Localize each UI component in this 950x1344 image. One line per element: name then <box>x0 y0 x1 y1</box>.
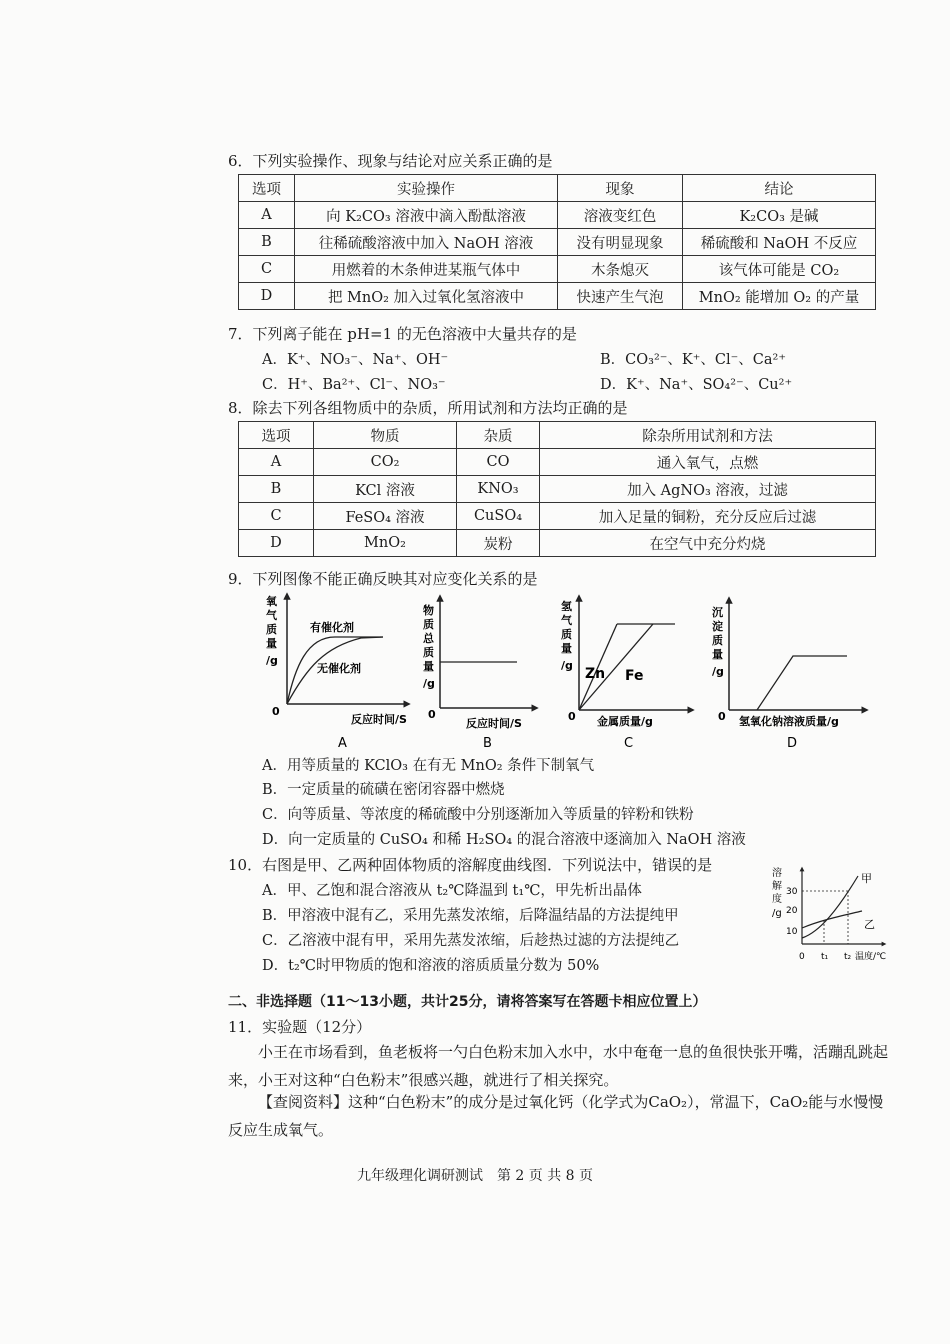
graph-b-y-label <box>423 603 435 690</box>
table-cell: 把 MnO₂ 加入过氧化氢溶液中 <box>295 283 558 310</box>
table-cell: 木条熄灭 <box>558 256 683 283</box>
graph-b-letter: B <box>483 736 492 751</box>
svg-text:质: 质 <box>423 646 434 659</box>
q11-title: 11．实验题（12分） <box>228 1018 372 1036</box>
q7-option-d: D．K⁺、Na⁺、SO₄²⁻、Cu²⁺ <box>600 377 793 393</box>
graph-c-letter: C <box>624 736 634 751</box>
q10-solubility-graph <box>766 864 896 968</box>
q11-paragraph-1: 小王在市场看到，鱼老板将一勺白色粉末加入水中，水中奄奄一息的鱼很快张开嘴，活蹦乱跳起来，小王对这种“白色粉末”很感兴趣，就进行了相关探究。 <box>228 1043 889 1089</box>
q10-y-tick-10: 10 <box>786 927 798 937</box>
q10-jia-label: 甲 <box>861 872 872 885</box>
svg-text:气: 气 <box>561 614 572 627</box>
svg-text:氢: 氢 <box>561 600 572 613</box>
table-cell: MnO₂ <box>314 530 457 557</box>
q10-y-tick-30: 30 <box>786 887 798 897</box>
table-row <box>239 476 876 503</box>
q6-stem: 6．下列实验操作、现象与结论对应关系正确的是 <box>228 152 553 170</box>
table-cell: C <box>239 256 295 283</box>
graph-a-x-label: 反应时间/S <box>351 713 407 726</box>
svg-text:沉: 沉 <box>712 606 723 619</box>
svg-text:/g: /g <box>561 659 573 672</box>
svg-text:溶: 溶 <box>772 868 782 879</box>
q9-option-d: D．向一定质量的 CuSO₄ 和稀 H₂SO₄ 的混合溶液中逐滴加入 NaOH 溶液 <box>262 832 746 848</box>
svg-text:总: 总 <box>423 632 434 645</box>
table-cell: CO <box>457 449 540 476</box>
table-cell: 稀硫酸和 NaOH 不反应 <box>683 229 876 256</box>
svg-text:物: 物 <box>423 604 434 617</box>
graph-b-origin: 0 <box>428 708 436 721</box>
table-cell: 加入足量的铜粉，充分反应后过滤 <box>540 503 876 530</box>
q9-graphs <box>255 592 885 752</box>
svg-text:度: 度 <box>772 894 782 905</box>
q10-x-label: 温度/℃ <box>855 952 887 962</box>
svg-text:/g: /g <box>266 654 278 667</box>
table-cell: 没有明显现象 <box>558 229 683 256</box>
q9-stem: 9．下列图像不能正确反映其对应变化关系的是 <box>228 570 538 588</box>
graph-b-x-label: 反应时间/S <box>466 717 522 730</box>
table-cell: MnO₂ 能增加 O₂ 的产量 <box>683 283 876 310</box>
table-cell: KCl 溶液 <box>314 476 457 503</box>
table-row <box>239 530 876 557</box>
q8-stem: 8．除去下列各组物质中的杂质，所用试剂和方法均正确的是 <box>228 399 628 417</box>
graph-d-origin: 0 <box>718 710 726 723</box>
q10-y-tick-20: 20 <box>786 906 798 916</box>
table-cell: 在空气中充分灼烧 <box>540 530 876 557</box>
table-cell: 向 K₂CO₃ 溶液中滴入酚酞溶液 <box>295 202 558 229</box>
q9-option-a: A．用等质量的 KClO₃ 在有无 MnO₂ 条件下制氧气 <box>262 758 595 774</box>
graph-a-y-label <box>266 594 278 667</box>
table-cell: CO₂ <box>314 449 457 476</box>
q11-paragraph-2: 【查阅资料】这种“白色粉末”的成分是过氧化钙（化学式为CaO₂），常温下，CaO₂能与水慢慢反应生成氧气。 <box>228 1093 884 1139</box>
q10-curve-jia <box>802 876 858 938</box>
graph-c-zn-label: Zn <box>585 666 606 682</box>
table-header: 除杂所用试剂和方法 <box>540 422 876 449</box>
q10-stem: 10．右图是甲、乙两种固体物质的溶解度曲线图．下列说法中，错误的是 <box>228 856 713 874</box>
q10-option-b: B．甲溶液中混有乙，采用先蒸发浓缩，后降温结晶的方法提纯甲 <box>262 908 679 924</box>
table-cell: 该气体可能是 CO₂ <box>683 256 876 283</box>
table-cell: 加入 AgNO₃ 溶液，过滤 <box>540 476 876 503</box>
svg-text:质: 质 <box>712 634 723 647</box>
graph-a <box>266 594 407 751</box>
table-cell: 往稀硫酸溶液中加入 NaOH 溶液 <box>295 229 558 256</box>
graph-c <box>561 598 691 751</box>
table-header: 选项 <box>239 175 295 202</box>
table-cell: KNO₃ <box>457 476 540 503</box>
q10-t2: t₂ <box>844 952 852 962</box>
graph-c-origin: 0 <box>568 710 576 723</box>
q9-option-c: C．向等质量、等浓度的稀硫酸中分别逐渐加入等质量的锌粉和铁粉 <box>262 807 694 823</box>
table-header: 杂质 <box>457 422 540 449</box>
graph-d <box>712 600 865 751</box>
q10-t1: t₁ <box>821 952 829 962</box>
graph-d-letter: D <box>787 736 798 751</box>
graph-d-x-label: 氢氧化钠溶液质量/g <box>739 715 839 728</box>
svg-text:质: 质 <box>423 618 434 631</box>
q10-option-a: A．甲、乙饱和混合溶液从 t₂℃降温到 t₁℃，甲先析出晶体 <box>262 883 642 899</box>
q7-option-b: B．CO₃²⁻、K⁺、Cl⁻、Ca²⁺ <box>600 352 786 368</box>
svg-text:量: 量 <box>423 660 434 673</box>
table-row <box>239 256 876 283</box>
table-row <box>239 229 876 256</box>
q10-x-origin: 0 <box>799 952 805 962</box>
graph-a-curve2-label: 无催化剂 <box>317 662 361 675</box>
section2-title: 二、非选择题（11～13小题，共计25分，请将答案写在答题卡相应位置上） <box>228 994 707 1010</box>
table-cell: A <box>239 202 295 229</box>
svg-text:/g: /g <box>423 677 435 690</box>
svg-text:解: 解 <box>772 881 782 892</box>
q10-option-d: D．t₂℃时甲物质的饱和溶液的溶质质量分数为 50% <box>262 958 600 974</box>
table-header: 现象 <box>558 175 683 202</box>
graph-a-letter: A <box>338 736 347 751</box>
table-cell: C <box>239 503 314 530</box>
table-cell: D <box>239 283 295 310</box>
table-cell: FeSO₄ 溶液 <box>314 503 457 530</box>
svg-text:质: 质 <box>266 623 277 636</box>
table-cell: K₂CO₃ 是碱 <box>683 202 876 229</box>
graph-c-fe-label: Fe <box>625 668 644 684</box>
graph-c-y-label <box>561 599 573 672</box>
q10-yi-label: 乙 <box>864 918 875 931</box>
svg-text:淀: 淀 <box>712 620 723 633</box>
graph-a-curve1-label: 有催化剂 <box>310 621 354 634</box>
table-cell: B <box>239 229 295 256</box>
table-cell: B <box>239 476 314 503</box>
q8-table <box>238 421 876 557</box>
graph-d-line <box>757 656 847 710</box>
svg-text:量: 量 <box>561 642 572 655</box>
svg-text:/g: /g <box>772 908 782 919</box>
table-row <box>239 283 876 310</box>
q7-option-a: A．K⁺、NO₃⁻、Na⁺、OH⁻ <box>262 352 449 368</box>
svg-text:量: 量 <box>712 648 723 661</box>
table-cell: A <box>239 449 314 476</box>
table-header: 物质 <box>314 422 457 449</box>
q6-table <box>238 174 876 310</box>
table-cell: 溶液变红色 <box>558 202 683 229</box>
graph-c-x-label: 金属质量/g <box>597 715 653 728</box>
table-header: 结论 <box>683 175 876 202</box>
table-cell: D <box>239 530 314 557</box>
svg-text:量: 量 <box>266 637 277 650</box>
table-row <box>239 202 876 229</box>
table-row <box>239 503 876 530</box>
graph-d-y-label <box>712 605 724 678</box>
table-cell: 快速产生气泡 <box>558 283 683 310</box>
q10-option-c: C．乙溶液中混有甲，采用先蒸发浓缩，后趁热过滤的方法提纯乙 <box>262 933 680 949</box>
q9-option-b: B．一定质量的硫磺在密闭容器中燃烧 <box>262 782 505 798</box>
svg-text:/g: /g <box>712 665 724 678</box>
svg-text:氧: 氧 <box>266 595 277 608</box>
table-header: 选项 <box>239 422 314 449</box>
table-row <box>239 449 876 476</box>
table-header: 实验操作 <box>295 175 558 202</box>
table-row <box>239 175 876 202</box>
q10-y-label <box>772 866 782 919</box>
table-cell: 通入氧气，点燃 <box>540 449 876 476</box>
graph-b <box>423 598 535 751</box>
svg-text:气: 气 <box>266 609 277 622</box>
q7-stem: 7．下列离子能在 pH=1 的无色溶液中大量共存的是 <box>228 325 577 343</box>
svg-text:质: 质 <box>561 628 572 641</box>
table-cell: 炭粉 <box>457 530 540 557</box>
graph-a-origin: 0 <box>272 705 280 718</box>
page-footer: 九年级理化调研测试 第 2 页 共 8 页 <box>356 1168 594 1184</box>
table-row <box>239 422 876 449</box>
q7-option-c: C．H⁺、Ba²⁺、Cl⁻、NO₃⁻ <box>262 377 446 393</box>
table-cell: CuSO₄ <box>457 503 540 530</box>
table-cell: 用燃着的木条伸进某瓶气体中 <box>295 256 558 283</box>
